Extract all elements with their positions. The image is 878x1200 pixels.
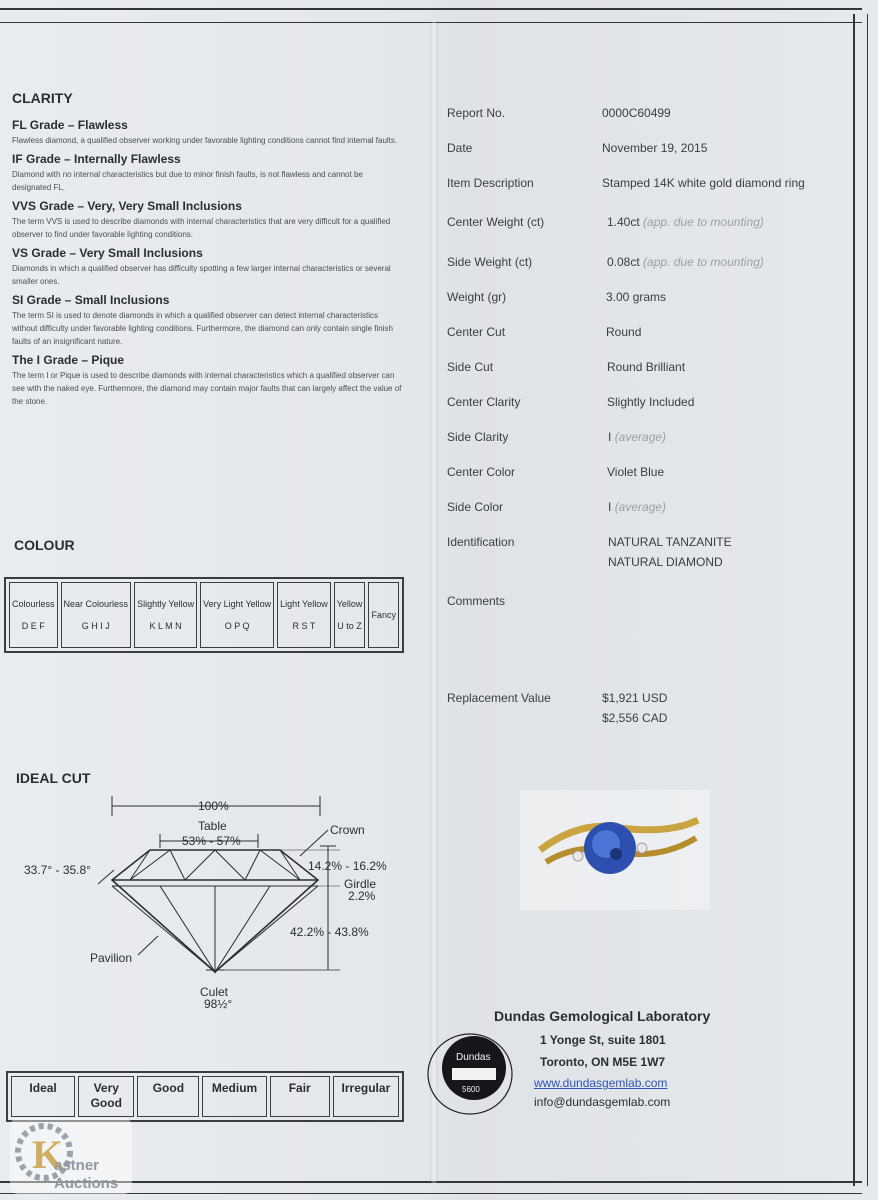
- ring-photo: [520, 790, 710, 910]
- crown-pointer: [300, 830, 328, 856]
- lab-address-line-1: 1 Yonge St, suite 1801: [540, 1033, 666, 1047]
- report-value-group: [607, 215, 764, 229]
- grade-heading: SI Grade – Small Inclusions: [12, 293, 170, 307]
- culet-label: Culet: [200, 985, 229, 999]
- kastner-auctions-watermark-logo: [10, 1118, 132, 1194]
- report-label: Item Description: [447, 176, 534, 190]
- report-value: 1.40ct: [607, 215, 640, 229]
- table-label: Table: [198, 819, 227, 833]
- report-label: Weight (gr): [447, 290, 507, 304]
- clarity-grades: [12, 113, 402, 408]
- report-label: Side Color: [447, 500, 504, 514]
- pavilion-label: Pavilion: [90, 951, 133, 965]
- colour-label: Light Yellow: [280, 599, 328, 609]
- grade-description: Diamond with no internal characteristics but due to minor finish faults, is not flawless and cannot be designated FL.: [12, 170, 363, 192]
- grade-heading: VVS Grade – Very, Very Small Inclusions: [12, 199, 242, 213]
- report-label: Center Color: [447, 465, 516, 479]
- colour-scale-table: [4, 577, 404, 653]
- report-value: 3.00 grams: [606, 290, 667, 304]
- report-label: Report No.: [447, 106, 506, 120]
- replacement-usd: $1,921 USD: [602, 691, 668, 705]
- identification-label: Identification: [447, 535, 515, 549]
- colour-label: Colourless: [12, 599, 55, 609]
- report-value: Stamped 14K white gold diamond ring: [602, 176, 805, 190]
- crown-label: Crown: [330, 823, 365, 837]
- cut-grade-cell: Good: [137, 1076, 199, 1117]
- grade-heading: VS Grade – Very Small Inclusions: [12, 246, 203, 260]
- cut-grade-cell: Irregular: [333, 1076, 399, 1117]
- report-note: (app. due to mounting): [643, 255, 764, 269]
- colour-letters: K L M N: [149, 621, 182, 631]
- crown-angle-label: 33.7° - 35.8°: [24, 863, 91, 877]
- grade-heading: The I Grade – Pique: [12, 353, 125, 367]
- report-label: Center Cut: [447, 325, 506, 339]
- report-value: 0000C60499: [602, 106, 671, 120]
- colour-cell: [368, 582, 399, 648]
- lab-seal: [422, 1020, 522, 1120]
- grade-heading: IF Grade – Internally Flawless: [12, 152, 181, 166]
- seal-number: 5600: [462, 1085, 480, 1094]
- colour-label: Very Light Yellow: [203, 599, 272, 609]
- report-value: 0.08ct: [607, 255, 640, 269]
- lab-email[interactable]: info@dundasgemlab.com: [534, 1095, 671, 1109]
- report-value: Round: [606, 325, 642, 339]
- lab-name: Dundas Gemological Laboratory: [494, 1008, 711, 1024]
- cut-grade-cell: Ideal: [11, 1076, 75, 1117]
- grade-description: The term SI is used to denote diamonds in which a qualified observer can detect internal characteristics without difficulty under favorable lighting conditions. Furthermore, the diamond can only contain single finish faults of an insignificant nature.: [12, 311, 393, 346]
- crown-height-label: 14.2% - 16.2%: [308, 859, 387, 873]
- colour-cell: [134, 582, 197, 648]
- replacement-value-label: Replacement Value: [447, 691, 551, 705]
- diamond-proportions-diagram: [10, 790, 420, 1020]
- girdle-value-label: 2.2%: [348, 889, 376, 903]
- grade-heading: FL Grade – Flawless: [12, 118, 128, 132]
- pavilion-depth-label: 42.2% - 43.8%: [290, 925, 369, 939]
- grade-description: The term I or Pique is used to describe diamonds with internal characteristics which a qualified observer can see with the naked eye. Furthermore, the diamond may contain major faults that can largely affect the value of the stone.: [12, 371, 402, 406]
- lab-website-link[interactable]: www.dundasgemlab.com: [534, 1076, 668, 1090]
- report-note: (app. due to mounting): [643, 215, 764, 229]
- grade-description: Diamonds in which a qualified observer has difficulty spotting a few larger internal characteristics or several smaller ones.: [12, 264, 391, 286]
- watermark-graphic: [10, 1118, 132, 1194]
- cut-grade-cell: Fair: [270, 1076, 330, 1117]
- svg-text:K: K: [32, 1132, 64, 1177]
- svg-text:Auctions: Auctions: [54, 1175, 119, 1192]
- girdle-label: Girdle: [344, 877, 377, 891]
- report-note: (average): [614, 500, 667, 514]
- report-value: I: [608, 430, 612, 444]
- colour-cell: [9, 582, 58, 648]
- report-note: (average): [614, 430, 667, 444]
- report-label: Side Cut: [447, 360, 494, 374]
- identification-value-1: NATURAL TANZANITE: [608, 535, 732, 549]
- colour-title: COLOUR: [14, 537, 75, 553]
- cut-grade-table: [6, 1071, 404, 1122]
- grade-description: Flawless diamond, a qualified observer working under favorable lighting conditions cannot find internal faults.: [12, 136, 398, 145]
- colour-letters: U to Z: [337, 621, 362, 631]
- colour-label: Slightly Yellow: [137, 599, 195, 609]
- grade-description: The term VVS is used to describe diamonds with internal characteristics that are very difficult for a qualified observer to find under favorable lighting conditions.: [12, 217, 391, 239]
- report-value: Slightly Included: [607, 395, 695, 409]
- lab-address-line-2: Toronto, ON M5E 1W7: [540, 1055, 666, 1069]
- clarity-title: CLARITY: [12, 90, 73, 106]
- pavilion-facets: [112, 886, 318, 972]
- culet-value-label: 98½°: [204, 997, 233, 1011]
- colour-label: Near Colourless: [63, 599, 129, 609]
- replacement-cad: $2,556 CAD: [602, 711, 668, 725]
- report-value: November 19, 2015: [602, 141, 708, 155]
- seal-text: Dundas: [456, 1052, 491, 1063]
- colour-letters: G H I J: [81, 621, 110, 631]
- cut-grade-cell: Very Good: [78, 1076, 134, 1117]
- report-value: Round Brilliant: [607, 360, 686, 374]
- colour-cell: [334, 582, 366, 648]
- frame-right-border: [853, 14, 868, 1186]
- cut-grade-cell: Medium: [202, 1076, 266, 1117]
- colour-cell: [277, 582, 331, 648]
- pavilion-pointer: [138, 936, 158, 955]
- svg-text:astner: astner: [54, 1157, 100, 1174]
- colour-letters: R S T: [292, 621, 316, 631]
- report-value: Violet Blue: [607, 465, 665, 479]
- lab-info: [430, 1000, 850, 1140]
- report-label: Side Clarity: [447, 430, 509, 444]
- colour-letters: O P Q: [224, 621, 250, 631]
- colour-cell: [200, 582, 274, 648]
- total-width-label: 100%: [198, 799, 229, 813]
- table-range-label: 53% - 57%: [182, 834, 241, 848]
- report-label: Center Clarity: [447, 395, 521, 409]
- identification-value-2: NATURAL DIAMOND: [608, 555, 723, 569]
- colour-letters: D E F: [21, 621, 45, 631]
- report-value-group: [608, 430, 666, 444]
- report-value-group: [607, 255, 764, 269]
- crown-facets: [130, 850, 300, 880]
- crown-angle-pointer: [98, 870, 114, 884]
- colour-cell: [61, 582, 132, 648]
- colour-label: Yellow: [336, 599, 363, 609]
- report-label: Date: [447, 141, 473, 155]
- comments-label: Comments: [447, 594, 506, 608]
- report-label: Center Weight (ct): [447, 215, 545, 229]
- report-label: Side Weight (ct): [447, 255, 533, 269]
- report-value: I: [608, 500, 612, 514]
- ideal-cut-title: IDEAL CUT: [16, 770, 91, 786]
- report-value-group: [608, 500, 666, 514]
- colour-label: Fancy: [371, 610, 396, 620]
